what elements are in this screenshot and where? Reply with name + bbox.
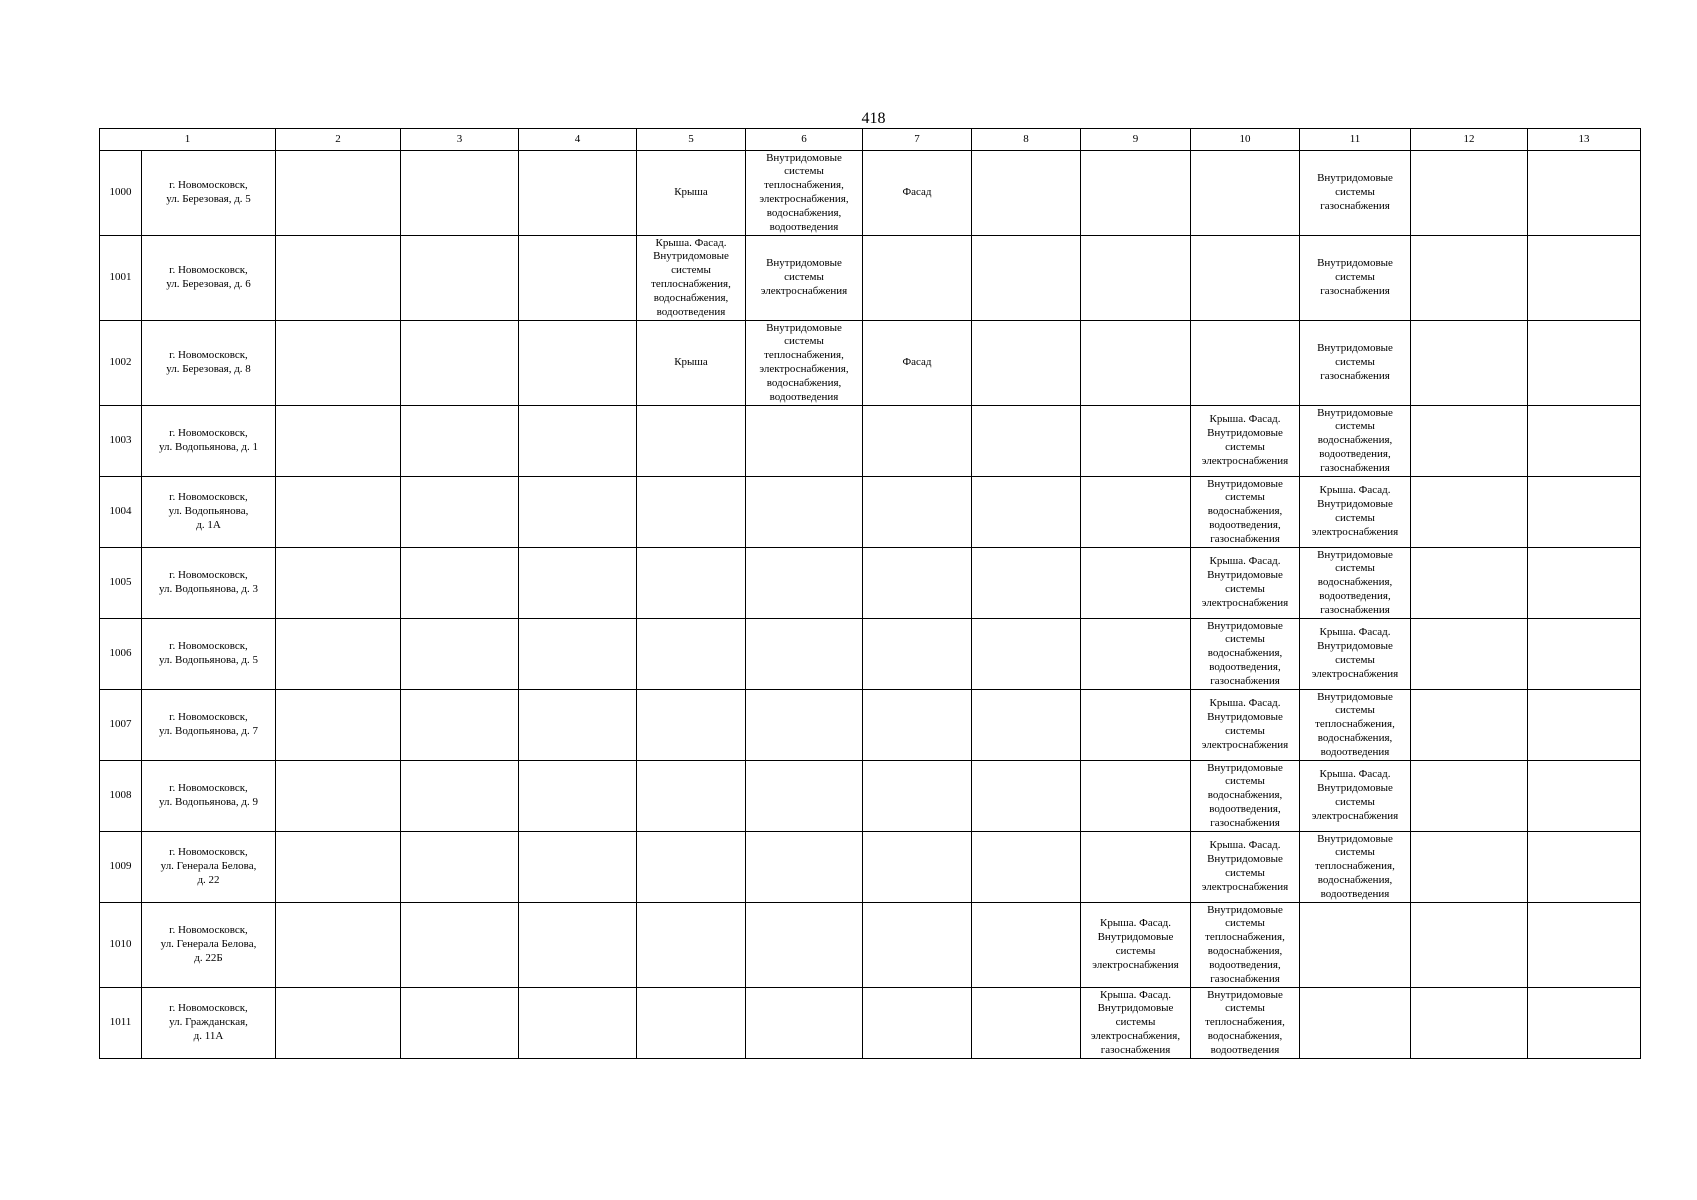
page-number: 418 (861, 110, 886, 127)
work-cell-col-6: Внутридомовые системы электроснабжения (746, 236, 863, 321)
address-cell: г. Новомосковск, ул. Водопьянова, д. 1 (142, 406, 276, 477)
work-cell-col-13 (1528, 690, 1641, 761)
work-cell-col-13 (1528, 236, 1641, 321)
work-cell-col-7 (863, 832, 972, 903)
work-cell-col-2 (276, 151, 401, 236)
work-cell-col-7 (863, 548, 972, 619)
work-cell-col-8 (972, 690, 1081, 761)
work-cell-col-13 (1528, 548, 1641, 619)
table-row (100, 690, 1641, 761)
work-cell-col-6 (746, 832, 863, 903)
work-cell-col-10: Внутридомовые системы водоснабжения, водоотведения, газоснабжения (1191, 761, 1300, 832)
work-cell-col-2 (276, 903, 401, 988)
column-header: 3 (401, 129, 519, 151)
work-cell-col-11: Внутридомовые системы теплоснабжения, водоснабжения, водоотведения (1300, 832, 1411, 903)
work-cell-col-8 (972, 477, 1081, 548)
work-cell-col-7 (863, 761, 972, 832)
work-cell-col-12 (1411, 321, 1528, 406)
column-header: 2 (276, 129, 401, 151)
repair-schedule-table (99, 128, 1641, 1059)
work-cell-col-6 (746, 406, 863, 477)
work-cell-col-3 (401, 619, 519, 690)
table-row (100, 548, 1641, 619)
table-row (100, 761, 1641, 832)
row-number: 1001 (100, 236, 142, 321)
work-cell-col-11 (1300, 903, 1411, 988)
row-number: 1006 (100, 619, 142, 690)
work-cell-col-6 (746, 477, 863, 548)
work-cell-col-2 (276, 690, 401, 761)
address-cell: г. Новомосковск, ул. Березовая, д. 5 (142, 151, 276, 236)
work-cell-col-9 (1081, 548, 1191, 619)
work-cell-col-12 (1411, 151, 1528, 236)
work-cell-col-3 (401, 236, 519, 321)
work-cell-col-4 (519, 548, 637, 619)
address-cell: г. Новомосковск, ул. Березовая, д. 8 (142, 321, 276, 406)
work-cell-col-12 (1411, 406, 1528, 477)
work-cell-col-7 (863, 477, 972, 548)
work-cell-col-8 (972, 619, 1081, 690)
work-cell-col-12 (1411, 761, 1528, 832)
column-header: 7 (863, 129, 972, 151)
work-cell-col-11: Внутридомовые системы газоснабжения (1300, 236, 1411, 321)
work-cell-col-9 (1081, 236, 1191, 321)
table-row (100, 321, 1641, 406)
work-cell-col-7 (863, 988, 972, 1059)
row-number: 1005 (100, 548, 142, 619)
address-cell: г. Новомосковск, ул. Водопьянова, д. 7 (142, 690, 276, 761)
work-cell-col-5 (637, 988, 746, 1059)
work-cell-col-6 (746, 548, 863, 619)
work-cell-col-2 (276, 832, 401, 903)
work-cell-col-9 (1081, 619, 1191, 690)
table-row (100, 151, 1641, 236)
work-cell-col-9: Крыша. Фасад. Внутридомовые системы электроснабжения, газоснабжения (1081, 988, 1191, 1059)
work-cell-col-2 (276, 321, 401, 406)
work-cell-col-8 (972, 321, 1081, 406)
work-cell-col-12 (1411, 236, 1528, 321)
column-header: 8 (972, 129, 1081, 151)
work-cell-col-10: Крыша. Фасад. Внутридомовые системы электроснабжения (1191, 832, 1300, 903)
address-cell: г. Новомосковск, ул. Березовая, д. 6 (142, 236, 276, 321)
column-header: 1 (100, 129, 276, 151)
work-cell-col-8 (972, 406, 1081, 477)
work-cell-col-2 (276, 236, 401, 321)
work-cell-col-9 (1081, 761, 1191, 832)
work-cell-col-13 (1528, 832, 1641, 903)
work-cell-col-8 (972, 151, 1081, 236)
work-cell-col-12 (1411, 619, 1528, 690)
work-cell-col-6: Внутридомовые системы теплоснабжения, электроснабжения, водоснабжения, водоотведения (746, 151, 863, 236)
work-cell-col-4 (519, 477, 637, 548)
address-cell: г. Новомосковск, ул. Генерала Белова, д. 22 (142, 832, 276, 903)
work-cell-col-5 (637, 690, 746, 761)
work-cell-col-5: Крыша (637, 151, 746, 236)
row-number: 1008 (100, 761, 142, 832)
table-row (100, 903, 1641, 988)
work-cell-col-13 (1528, 406, 1641, 477)
work-cell-col-11: Внутридомовые системы водоснабжения, водоотведения, газоснабжения (1300, 406, 1411, 477)
work-cell-col-8 (972, 236, 1081, 321)
work-cell-col-4 (519, 761, 637, 832)
work-cell-col-4 (519, 988, 637, 1059)
work-cell-col-11 (1300, 988, 1411, 1059)
work-cell-col-5 (637, 477, 746, 548)
address-cell: г. Новомосковск, ул. Водопьянова, д. 5 (142, 619, 276, 690)
table-row (100, 832, 1641, 903)
work-cell-col-3 (401, 321, 519, 406)
work-cell-col-10: Внутридомовые системы теплоснабжения, водоснабжения, водоотведения, газоснабжения (1191, 903, 1300, 988)
work-cell-col-10: Внутридомовые системы водоснабжения, водоотведения, газоснабжения (1191, 619, 1300, 690)
column-header: 5 (637, 129, 746, 151)
work-cell-col-5: Крыша. Фасад. Внутридомовые системы теплоснабжения, водоснабжения, водоотведения (637, 236, 746, 321)
work-cell-col-8 (972, 903, 1081, 988)
row-number: 1000 (100, 151, 142, 236)
row-number: 1011 (100, 988, 142, 1059)
work-cell-col-2 (276, 548, 401, 619)
work-cell-col-2 (276, 988, 401, 1059)
work-cell-col-4 (519, 832, 637, 903)
work-cell-col-5 (637, 619, 746, 690)
work-cell-col-5: Крыша (637, 321, 746, 406)
row-number: 1009 (100, 832, 142, 903)
row-number: 1007 (100, 690, 142, 761)
work-cell-col-4 (519, 690, 637, 761)
work-cell-col-4 (519, 619, 637, 690)
work-cell-col-10 (1191, 321, 1300, 406)
work-cell-col-9 (1081, 151, 1191, 236)
table-row (100, 988, 1641, 1059)
work-cell-col-10: Внутридомовые системы теплоснабжения, водоснабжения, водоотведения (1191, 988, 1300, 1059)
column-header: 11 (1300, 129, 1411, 151)
work-cell-col-5 (637, 761, 746, 832)
work-cell-col-3 (401, 761, 519, 832)
address-cell: г. Новомосковск, ул. Водопьянова, д. 1А (142, 477, 276, 548)
work-cell-col-12 (1411, 903, 1528, 988)
work-cell-col-11: Внутридомовые системы теплоснабжения, водоснабжения, водоотведения (1300, 690, 1411, 761)
work-cell-col-5 (637, 548, 746, 619)
table-row (100, 406, 1641, 477)
address-cell: г. Новомосковск, ул. Водопьянова, д. 3 (142, 548, 276, 619)
work-cell-col-9 (1081, 321, 1191, 406)
work-cell-col-7 (863, 690, 972, 761)
work-cell-col-2 (276, 761, 401, 832)
work-cell-col-7: Фасад (863, 321, 972, 406)
work-cell-col-11: Внутридомовые системы газоснабжения (1300, 321, 1411, 406)
address-cell: г. Новомосковск, ул. Водопьянова, д. 9 (142, 761, 276, 832)
work-cell-col-9 (1081, 406, 1191, 477)
work-cell-col-9 (1081, 832, 1191, 903)
table-row (100, 477, 1641, 548)
work-cell-col-3 (401, 903, 519, 988)
work-cell-col-3 (401, 406, 519, 477)
work-cell-col-3 (401, 151, 519, 236)
work-cell-col-7 (863, 236, 972, 321)
work-cell-col-8 (972, 548, 1081, 619)
column-header: 10 (1191, 129, 1300, 151)
work-cell-col-12 (1411, 832, 1528, 903)
work-cell-col-10 (1191, 151, 1300, 236)
work-cell-col-8 (972, 832, 1081, 903)
work-cell-col-3 (401, 690, 519, 761)
work-cell-col-10: Внутридомовые системы водоснабжения, водоотведения, газоснабжения (1191, 477, 1300, 548)
work-cell-col-12 (1411, 988, 1528, 1059)
column-header: 6 (746, 129, 863, 151)
work-cell-col-5 (637, 903, 746, 988)
work-cell-col-4 (519, 236, 637, 321)
column-header: 4 (519, 129, 637, 151)
work-cell-col-11: Внутридомовые системы водоснабжения, водоотведения, газоснабжения (1300, 548, 1411, 619)
work-cell-col-6: Внутридомовые системы теплоснабжения, электроснабжения, водоснабжения, водоотведения (746, 321, 863, 406)
work-cell-col-12 (1411, 690, 1528, 761)
work-cell-col-7: Фасад (863, 151, 972, 236)
row-number: 1004 (100, 477, 142, 548)
work-cell-col-6 (746, 619, 863, 690)
address-cell: г. Новомосковск, ул. Генерала Белова, д. 22Б (142, 903, 276, 988)
work-cell-col-6 (746, 690, 863, 761)
work-cell-col-7 (863, 406, 972, 477)
work-cell-col-8 (972, 988, 1081, 1059)
work-cell-col-10 (1191, 236, 1300, 321)
work-cell-col-5 (637, 406, 746, 477)
work-cell-col-3 (401, 477, 519, 548)
work-cell-col-12 (1411, 548, 1528, 619)
work-cell-col-5 (637, 832, 746, 903)
work-cell-col-13 (1528, 988, 1641, 1059)
work-cell-col-3 (401, 988, 519, 1059)
row-number: 1003 (100, 406, 142, 477)
work-cell-col-13 (1528, 761, 1641, 832)
work-cell-col-7 (863, 619, 972, 690)
row-number: 1010 (100, 903, 142, 988)
work-cell-col-9 (1081, 690, 1191, 761)
column-header: 12 (1411, 129, 1528, 151)
work-cell-col-7 (863, 903, 972, 988)
work-cell-col-13 (1528, 903, 1641, 988)
work-cell-col-9 (1081, 477, 1191, 548)
work-cell-col-13 (1528, 151, 1641, 236)
work-cell-col-3 (401, 832, 519, 903)
column-header: 9 (1081, 129, 1191, 151)
work-cell-col-11: Крыша. Фасад. Внутридомовые системы электроснабжения (1300, 619, 1411, 690)
row-number: 1002 (100, 321, 142, 406)
work-cell-col-2 (276, 477, 401, 548)
work-cell-col-11: Внутридомовые системы газоснабжения (1300, 151, 1411, 236)
work-cell-col-10: Крыша. Фасад. Внутридомовые системы электроснабжения (1191, 690, 1300, 761)
work-cell-col-11: Крыша. Фасад. Внутридомовые системы электроснабжения (1300, 477, 1411, 548)
work-cell-col-9: Крыша. Фасад. Внутридомовые системы электроснабжения (1081, 903, 1191, 988)
column-number-row (100, 129, 1641, 151)
work-cell-col-6 (746, 903, 863, 988)
work-cell-col-6 (746, 761, 863, 832)
work-cell-col-13 (1528, 321, 1641, 406)
work-cell-col-2 (276, 619, 401, 690)
work-cell-col-4 (519, 903, 637, 988)
work-cell-col-4 (519, 321, 637, 406)
work-cell-col-12 (1411, 477, 1528, 548)
address-cell: г. Новомосковск, ул. Гражданская, д. 11А (142, 988, 276, 1059)
work-cell-col-10: Крыша. Фасад. Внутридомовые системы электроснабжения (1191, 548, 1300, 619)
work-cell-col-4 (519, 151, 637, 236)
work-cell-col-2 (276, 406, 401, 477)
work-cell-col-3 (401, 548, 519, 619)
work-cell-col-8 (972, 761, 1081, 832)
work-cell-col-4 (519, 406, 637, 477)
work-cell-col-10: Крыша. Фасад. Внутридомовые системы электроснабжения (1191, 406, 1300, 477)
column-header: 13 (1528, 129, 1641, 151)
work-cell-col-11: Крыша. Фасад. Внутридомовые системы электроснабжения (1300, 761, 1411, 832)
work-cell-col-6 (746, 988, 863, 1059)
work-cell-col-13 (1528, 619, 1641, 690)
table-row (100, 236, 1641, 321)
work-cell-col-13 (1528, 477, 1641, 548)
table-row (100, 619, 1641, 690)
